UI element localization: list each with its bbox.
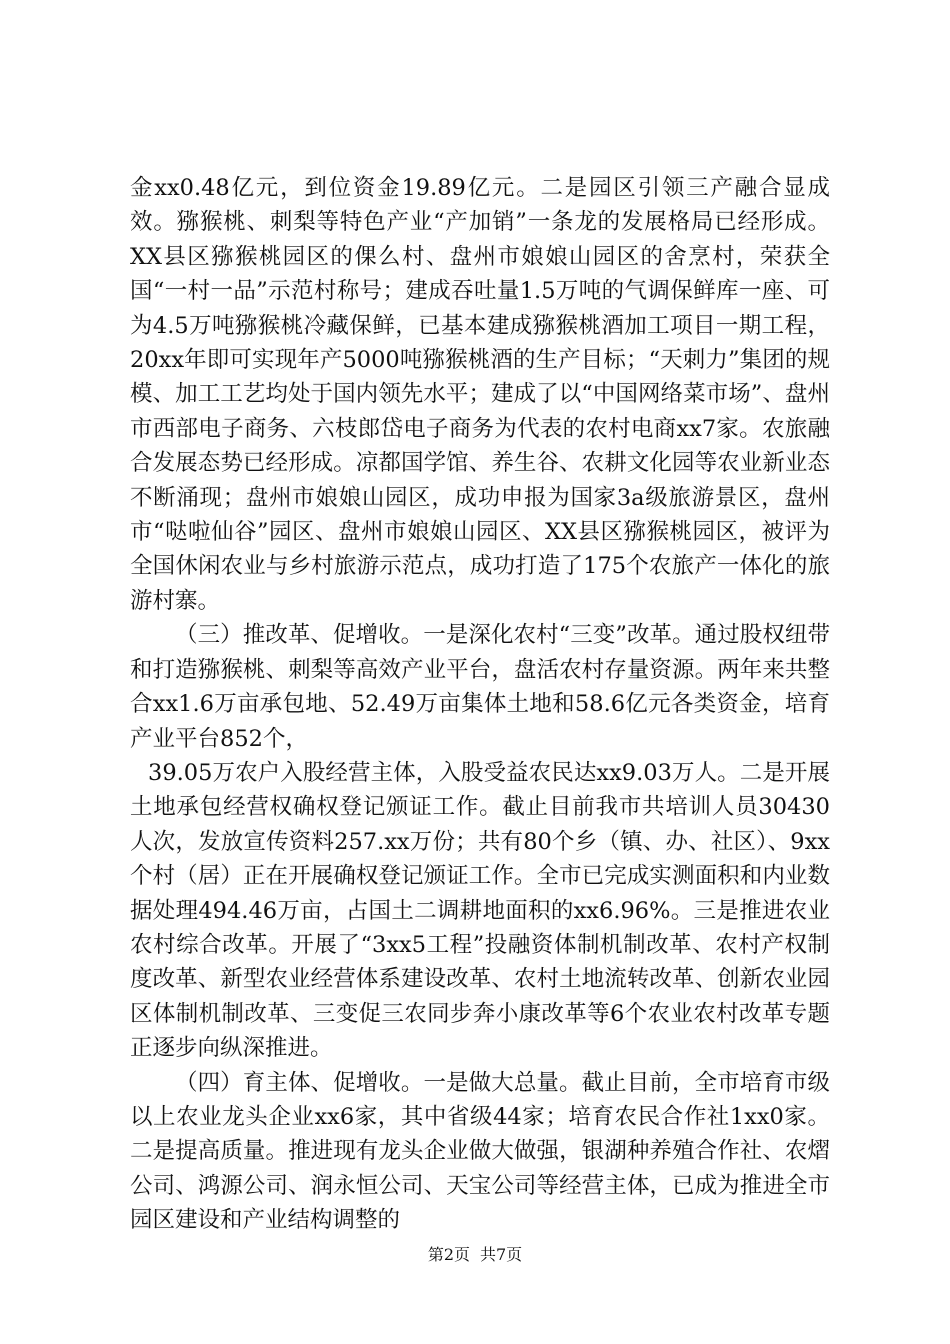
paragraph-section-3-continued: 39.05万农户入股经营主体，入股受益农民达xx9.03万人。二是开展土地承包经营权确权登记颁证工作。截止目前我市共培训人员30430人次，发放宣传资料257.xx万份；共有80个乡（镇、办、社区）、9xx个村（居）正在开展确权登记颁证工作。全市已完成实测面积和内业数据处理494.46万亩，占国土二调耕地面积的xx6.96%。三是推进农业农村综合改革。开展了“3xx5工程”投融资体制机制改革、农村产权制度改革、新型农业经营体系建设改革、农村土地流转改革、创新农业园区体制机制改革、三变促三农同步奔小康改革等6个农业农村改革专题正逐步向纵深推进。 <box>130 759 830 1062</box>
page-number-current: 第2页 <box>427 1245 470 1264</box>
document-body <box>130 171 830 1238</box>
page-footer <box>0 1245 950 1265</box>
paragraph-section-3: （三）推改革、促增收。一是深化农村“三变”改革。通过股权纽带和打造猕猴桃、刺梨等高效产业平台，盘活农村存量资源。两年来共整合xx1.6万亩承包地、52.49万亩集体土地和58.6亿元各类资金，培育产业平台852个， <box>130 622 830 752</box>
paragraph-section-4: （四）育主体、促增收。一是做大总量。截止目前，全市培育市级以上农业龙头企业xx6家，其中省级44家；培育农民合作社1xx0家。二是提高质量。推进现有龙头企业做大做强，银湖种养殖合作社、农熠公司、鸿源公司、润永恒公司、天宝公司等经营主体，已成为推进全市园区建设和产业结构调整的 <box>130 1069 830 1234</box>
paragraph-continuation: 金xx0.48亿元，到位资金19.89亿元。二是园区引领三产融合显成效。猕猴桃、刺梨等特色产业“产加销”一条龙的发展格局已经形成。XX县区猕猴桃园区的倮么村、盘州市娘娘山园区的舍烹村，荣获全国“一村一品”示范村称号；建成吞吐量1.5万吨的气调保鲜库一座、可为4.5万吨猕猴桃冷藏保鲜，已基本建成猕猴桃酒加工项目一期工程，20xx年即可实现年产5000吨猕猴桃酒的生产目标；“天刺力”集团的规模、加工工艺均处于国内领先水平；建成了以“中国网络菜市场”、盘州市西部电子商务、六枝郎岱电子商务为代表的农村电商xx7家。农旅融合发展态势已经形成。凉都国学馆、养生谷、农耕文化园等农业新业态不断涌现；盘州市娘娘山园区，成功申报为国家3a级旅游景区，盘州市“哒啦仙谷”园区、盘州市娘娘山园区、XX县区猕猴桃园区，被评为全国休闲农业与乡村旅游示范点，成功打造了175个农旅产一体化的旅游村寨。 <box>130 175 830 614</box>
page-number-total: 共7页 <box>480 1245 523 1264</box>
